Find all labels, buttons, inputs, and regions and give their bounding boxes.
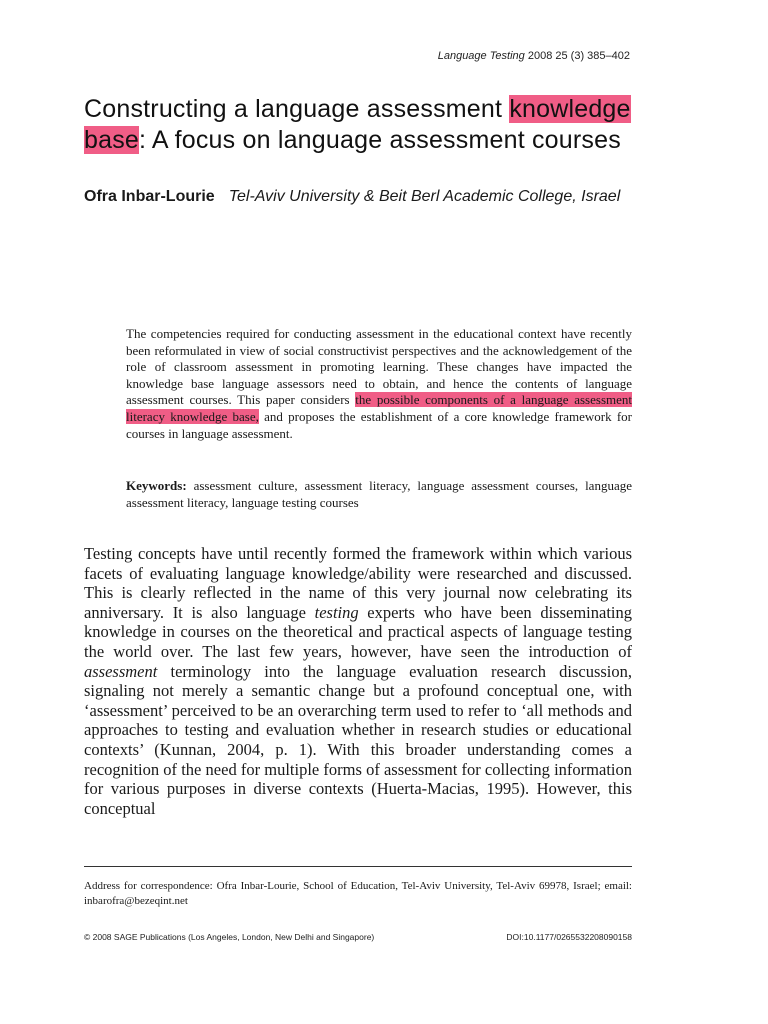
body-text-3: terminology into the language evaluation research discussion, signaling not merely a semantic change but a profound conceptual one, with ‘assessment’ perceived to be an overarching term used to refer to ‘all methods and approaches to testing and evaluation whether in research studies or educational contexts’ (Kunnan, 2004, p. 1). With this broader understanding comes a recognition of the need for multiple forms of assessment for collecting information for various purposes in diverse contexts (Huerta-Macias, 1995). However, this conceptual <box>84 661 632 818</box>
keywords-label: Keywords: <box>126 478 187 493</box>
body-italic-assessment: assessment <box>84 661 158 681</box>
abstract-highlight: the possible components of a language assessment literacy knowledge base, <box>126 392 632 424</box>
page-footer <box>84 932 632 942</box>
body-paragraph <box>84 544 632 818</box>
abstract <box>126 326 632 442</box>
author-affiliation: Tel-Aviv University & Beit Berl Academic College, Israel <box>228 188 621 205</box>
author-name: Ofra Inbar-Lourie <box>84 188 215 205</box>
abstract-text-before: The competencies required for conducting assessment in the educational context have recently been reformulated in view of social constructivist perspectives and the acknowledgement of the role of classroom assessment in promoting learning. These changes have impacted the knowledge base language assessors need to obtain, and hence the contents of language assessment courses. This paper considers <box>126 326 632 408</box>
journal-volume-pages: 2008 25 (3) 385–402 <box>527 50 630 62</box>
title-prefix: Constructing a language assessment <box>84 95 503 123</box>
author-line <box>84 187 644 207</box>
copyright-notice: © 2008 SAGE Publications (Los Angeles, London, New Delhi and Singapore) <box>84 932 375 942</box>
body-text-2: experts who have been disseminating knowledge in courses on the theoretical and practical aspects of language testing the world over. The last few years, however, have seen the introduction of <box>84 602 632 661</box>
title-suffix: : A focus on language assessment courses <box>139 126 621 154</box>
journal-name: Language Testing <box>437 50 525 62</box>
doi: DOI:10.1177/0265532208090158 <box>506 932 632 942</box>
abstract-text-after: and proposes the establishment of a core knowledge framework for courses in language assessment. <box>126 408 632 441</box>
title-highlight: knowledge base <box>84 95 631 154</box>
keywords <box>126 478 632 511</box>
body-italic-testing: testing <box>314 602 359 622</box>
journal-reference <box>438 50 630 62</box>
body-text-1: Testing concepts have until recently formed the framework within which various facets of evaluating language knowledge/ability were researched and discussed. This is clearly reflected in the name of this very journal now celebrating its anniversary. It is also language <box>84 544 632 622</box>
article-title <box>84 94 664 156</box>
keywords-list: assessment culture, assessment literacy, language assessment courses, language assessment literacy, language testing courses <box>126 478 632 510</box>
correspondence-note: Address for correspondence: Ofra Inbar-Lourie, School of Education, Tel-Aviv University, Tel-Aviv 69978, Israel; email: inbarofra@bezeqint.net <box>84 880 632 907</box>
footnote-divider <box>84 866 632 867</box>
